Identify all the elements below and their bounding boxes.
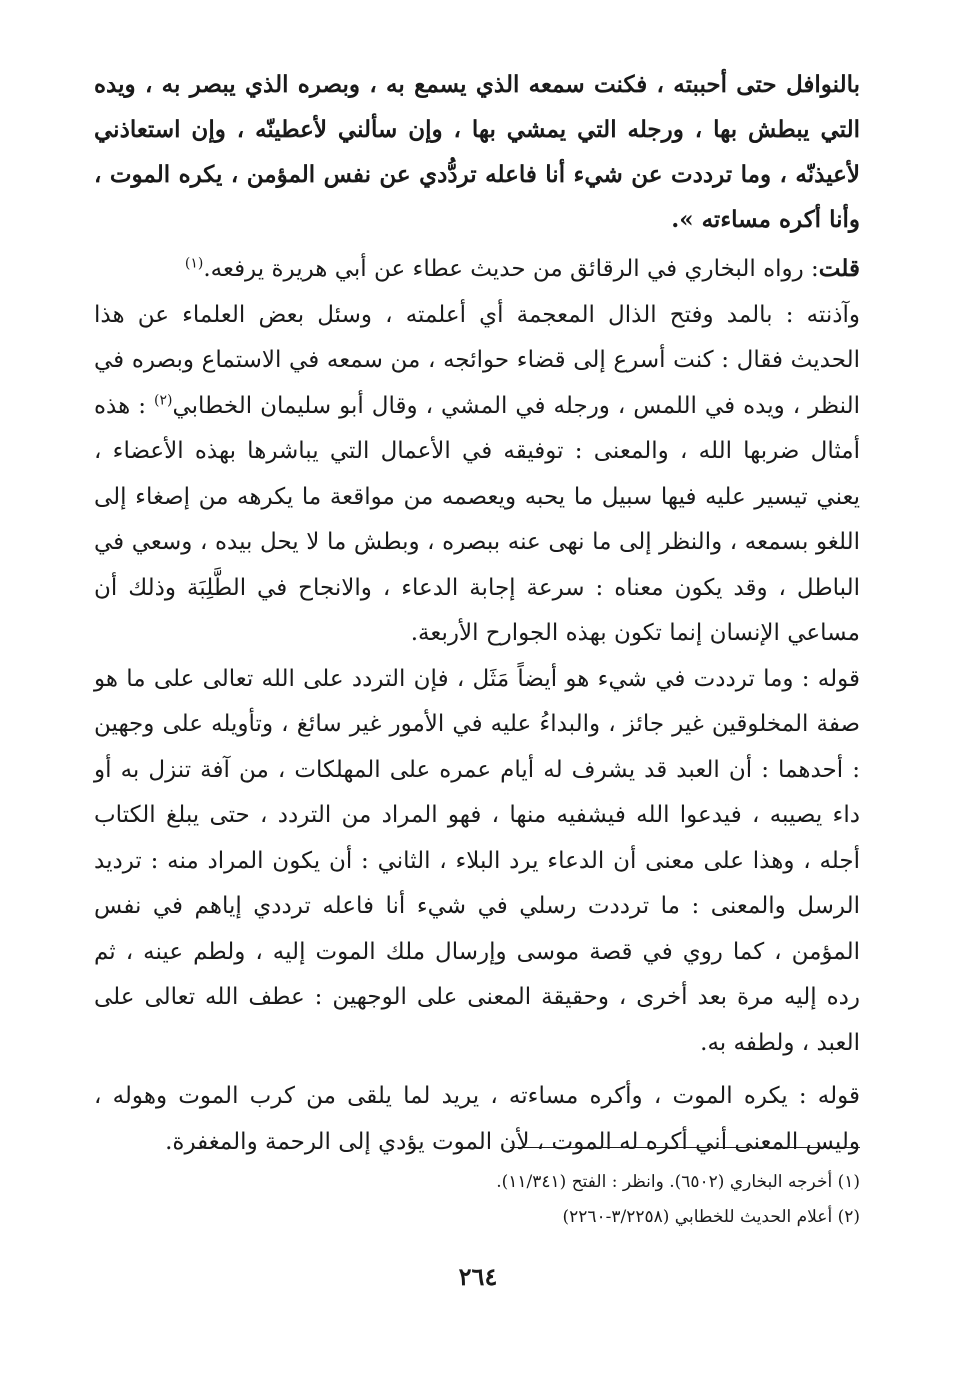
note-text: : رواه البخاري في الرقائق من حديث عطاء عن أبي هريرة يرفعه.: [203, 256, 819, 282]
page-number: ٢٦٤: [458, 1262, 498, 1291]
footnote-1: (١) أخرجه البخاري (٦٥٠٢). وانظر : الفتح (١١/٣٤١).: [496, 1172, 860, 1192]
paragraph-2: [94, 293, 860, 657]
footnotes: [94, 1165, 860, 1235]
paragraph-3: قوله : وما ترددت في شيء هو أيضاً مَثَل ، فإن التردد على الله تعالى على ما هو صفة المخلوقين غير جائز ، والبداءُ عليه في الأمور غير سائغ ، وتأويله على وجهين : أحدهما : أن العبد قد يشرف له أيام عمره على المهلكات ، من آفة تنزل به أو داء يصيبه ، فيدعوا الله فيشفيه منها ، فهو المراد من التردد ، حتى يبلغ الكتاب أجله ، وهذا على معنى أن الدعاء يرد البلاء ، الثاني : أن يكون المراد منه : ترديد الرسل والمعنى : ما ترددت رسلي في شيء أنا فاعله ترددي إياهم في نفس المؤمن ، كما روي في قصة موسى وإرسال ملك الموت إليه ، ولطم عينه ، ثم رده إليه مرة بعد أخرى ، وحقيقة المعنى على الوجهين : عطف الله تعالى على العبد ، ولطفه به.: [94, 665, 860, 1056]
paragraph-2-part-2: : هذه أمثال ضربها الله ، والمعنى : توفيقه في الأعمال التي يباشرها بهذه الأعضاء ، يعني تيسير عليه فيها سبيل ما يحبه ويعصمه من مواقعة ما يكرهه من إصغاء إلى اللغو بسمعه ، والنظر إلى ما نهى عنه ببصره ، وبطش ما لا يحل بيده ، وسعي في الباطل ، وقد يكون معناه : سرعة إجابة الدعاء ، والانجاح في الطَّلِبَة وذلك أن مساعي الإنسان إنما تكون بهذه الجوارح الأربعة.: [94, 392, 860, 646]
footnote-ref-1: (١): [184, 255, 204, 272]
hadith-text: بالنوافل حتى أحببته ، فكنت سمعه الذي يسمع به ، وبصره الذي يبصر به ، ويده التي يبطش بها ، ورجله التي يمشي بها ، وإن سألني لأعطينّه ، وإن استعاذني لأعيذنّه ، وما ترددت عن شيء أنا فاعله تردُّدي عن نفس المؤمن ، يكره الموت ، وأنا أكره مساءته ».: [94, 71, 860, 233]
footnote-ref-2: (٢): [153, 391, 173, 408]
footnote-2: (٢) أعلام الحديث للخطابي (٣/٢٢٥٨-٢٢٦٠): [562, 1207, 860, 1227]
note-paragraph: [94, 246, 860, 293]
footnote-divider: [510, 1147, 860, 1148]
note-lead: قلت: [818, 255, 860, 282]
paragraph-4: قوله : يكره الموت ، وأكره مساءته ، يريد لما يلقى من كرب الموت وهوله ، وليس المعنى أني أكره له الموت ، لأن الموت يؤدي إلى الرحمة والمغفرة.: [94, 1083, 860, 1155]
main-text: [94, 62, 860, 1165]
paragraph-2-part-1: وآذنته : بالمد وفتح الذال المعجمة أي أعلمته ، وسئل بعض العلماء عن هذا الحديث فقال : كنت أسرع إلى قضاء حوائجه ، من سمعه في الاستماع وبصره في النظر ، ويده في اللمس ، ورجله في المشي ، وقال أبو سليمان الخطابي: [94, 301, 860, 419]
